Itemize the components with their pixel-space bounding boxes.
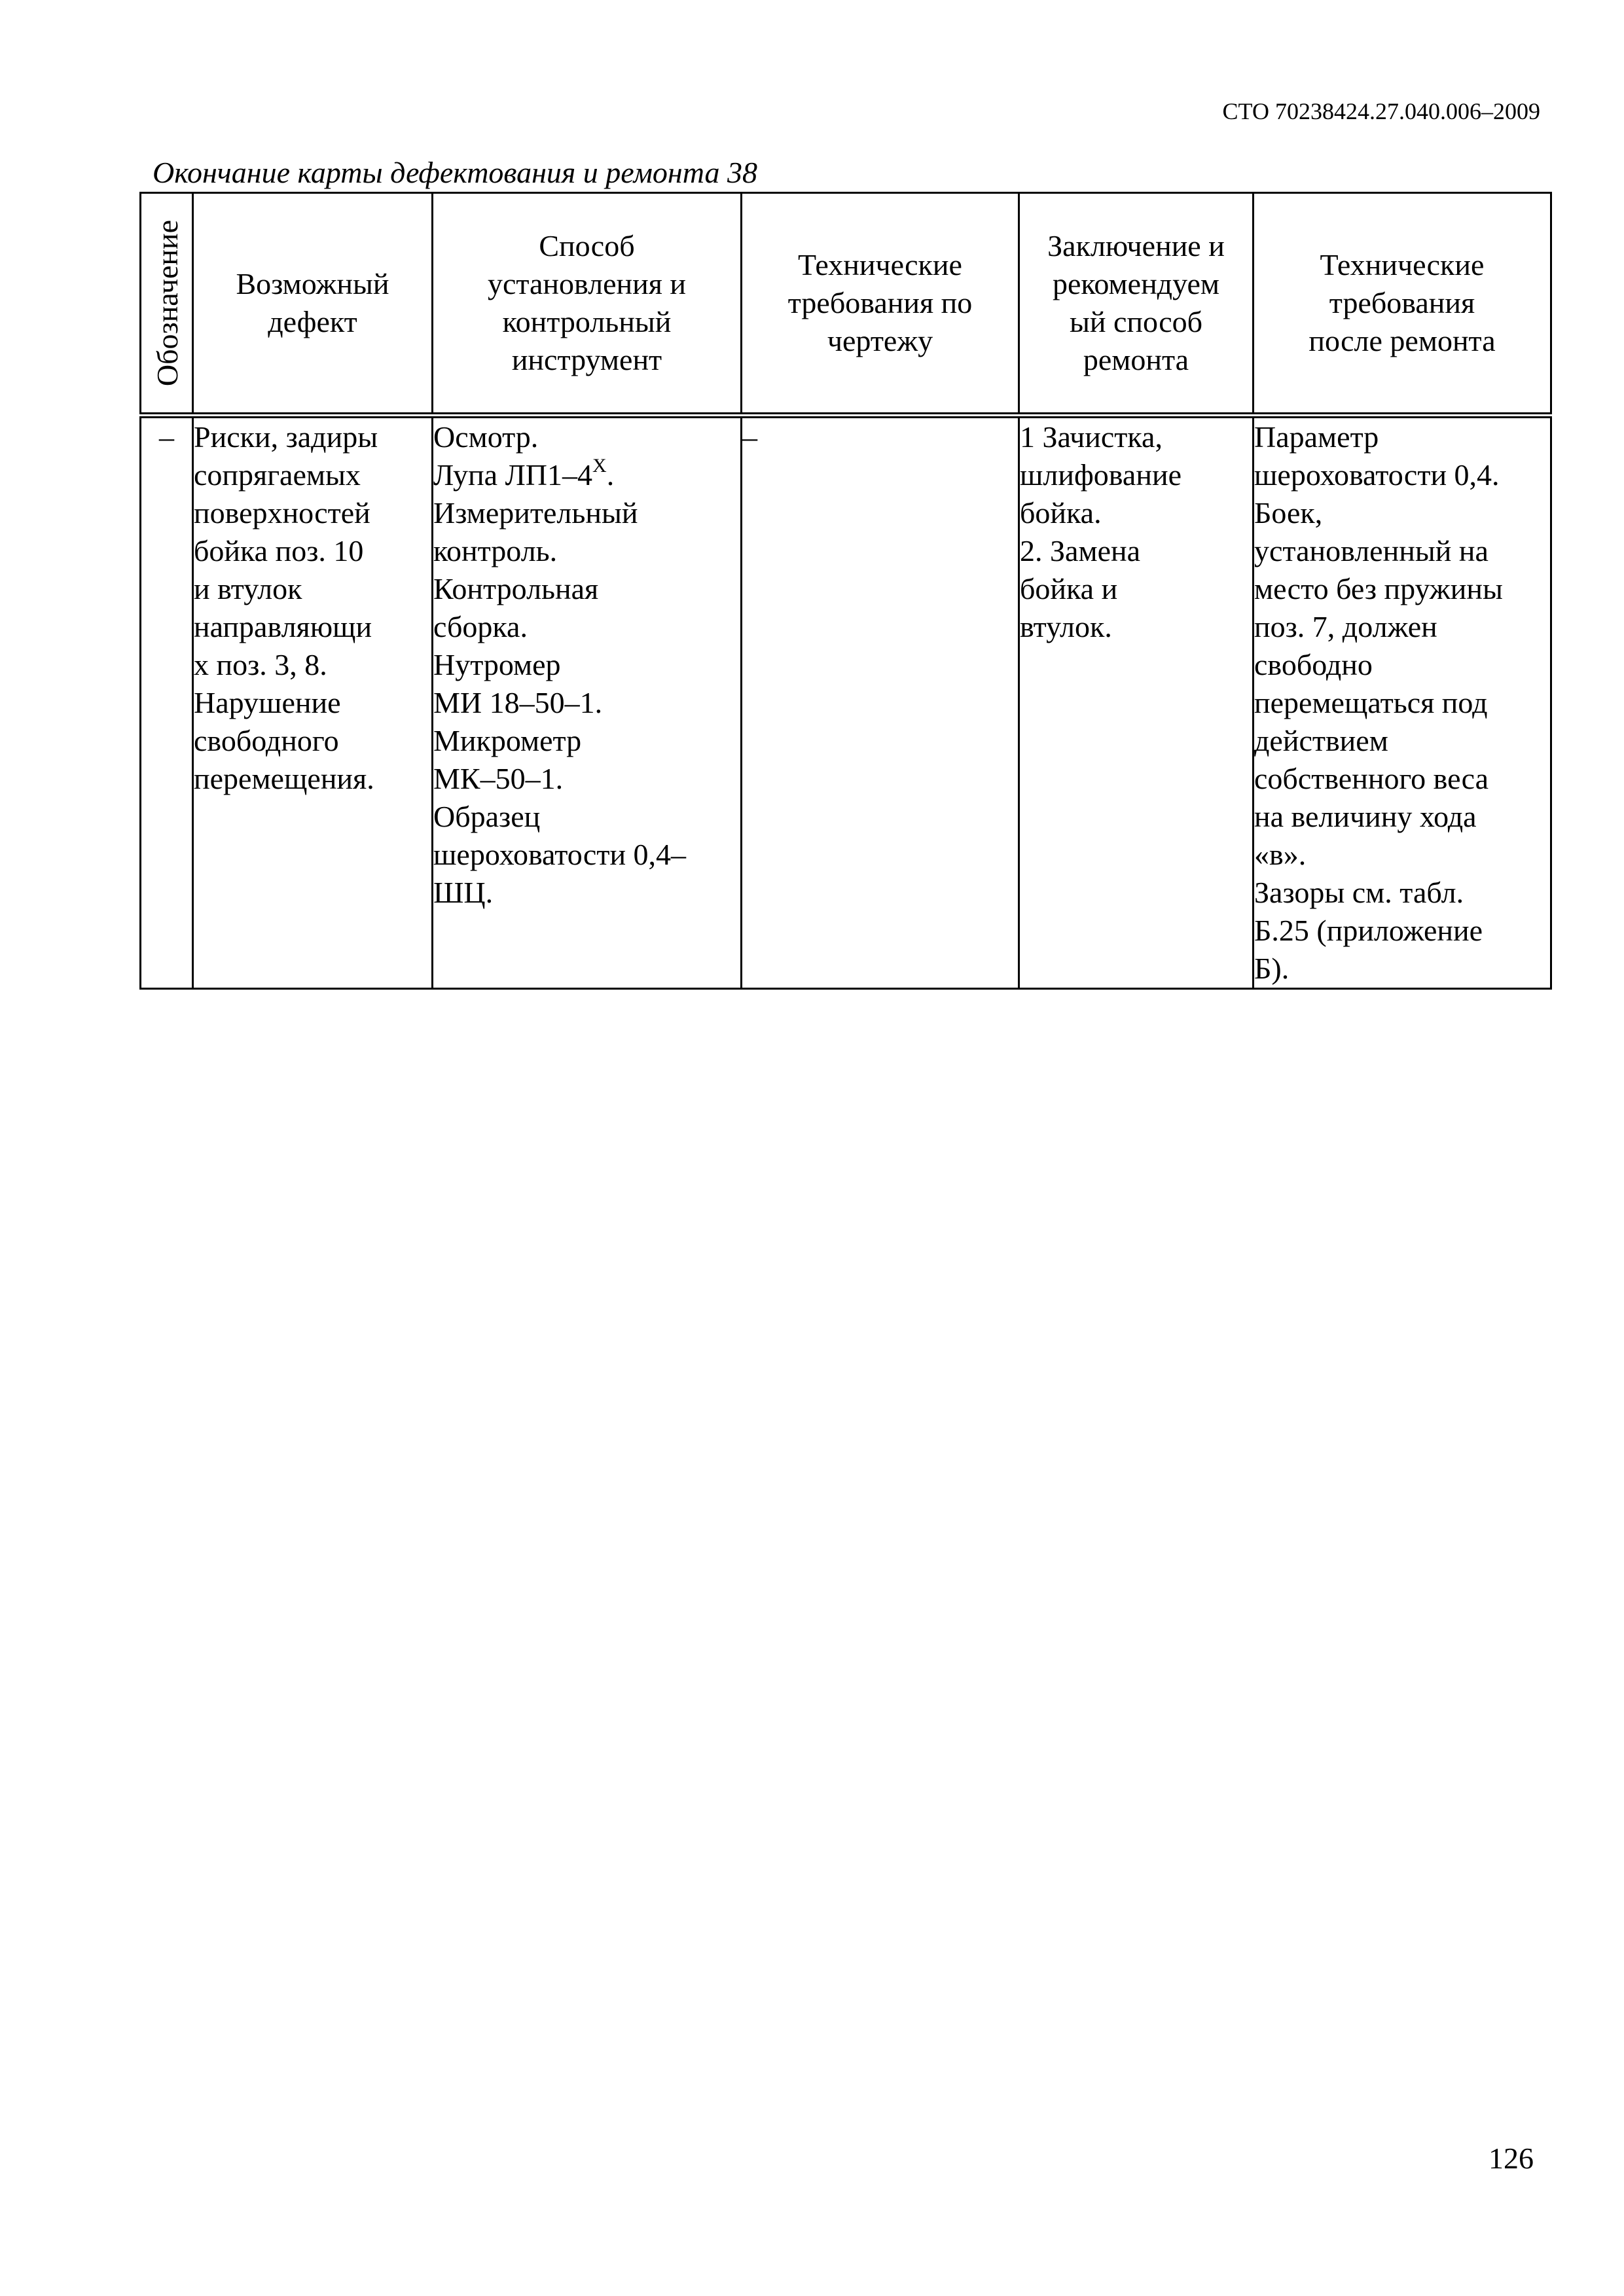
header-designation bbox=[141, 193, 193, 416]
header-drawing-requirements: Технические требования по чертежу bbox=[742, 193, 1019, 416]
table-header-row bbox=[141, 193, 1551, 416]
defect-repair-table bbox=[139, 192, 1552, 990]
magnifier-line: Лупа $ЛП1-4^Х$. bbox=[433, 454, 615, 492]
cell-drawing-requirements: – bbox=[742, 416, 1019, 989]
header-after-repair-requirements: Технические требования после ремонта bbox=[1254, 193, 1551, 416]
cell-after-repair-requirements: Параметр шероховатости 0,4. Боек, установленный на место без пружины поз. 7, должен свободно перемещаться под действием собственного веса на величину хода «в». Зазоры см. табл. Б.25 (приложение Б). bbox=[1254, 416, 1551, 989]
table-caption: Окончание карты дефектования и ремонта 38 bbox=[153, 156, 758, 189]
header-conclusion: Заключение и рекомендуем ый способ ремонта bbox=[1019, 193, 1254, 416]
cell-designation: – bbox=[141, 416, 193, 989]
header-possible-defect: Возможный дефект bbox=[193, 193, 433, 416]
cell-possible-defect: Риски, задиры сопрягаемых поверхностей бойка поз. 10 и втулок направляющи х поз. 3, 8. Нарушение свободного перемещения. bbox=[193, 416, 433, 989]
header-designation-label: Обозначение bbox=[151, 219, 184, 387]
page-number: 126 bbox=[1489, 2142, 1534, 2175]
document-code: СТО 70238424.27.040.006–2009 bbox=[1222, 98, 1540, 124]
cell-detection-method: Осмотр. Лупа $ЛП1-4^Х$. Измерительный контроль. Контрольная сборка. Нутромер МИ 18–50–1. Микрометр МК–50–1. Образец шероховатости 0,4– ШЦ. bbox=[433, 416, 742, 989]
table-row bbox=[141, 416, 1551, 989]
cell-conclusion: 1 Зачистка, шлифование бойка. 2. Замена бойка и втулок. bbox=[1019, 416, 1254, 989]
header-detection-method: Способ установления и контрольный инструмент bbox=[433, 193, 742, 416]
